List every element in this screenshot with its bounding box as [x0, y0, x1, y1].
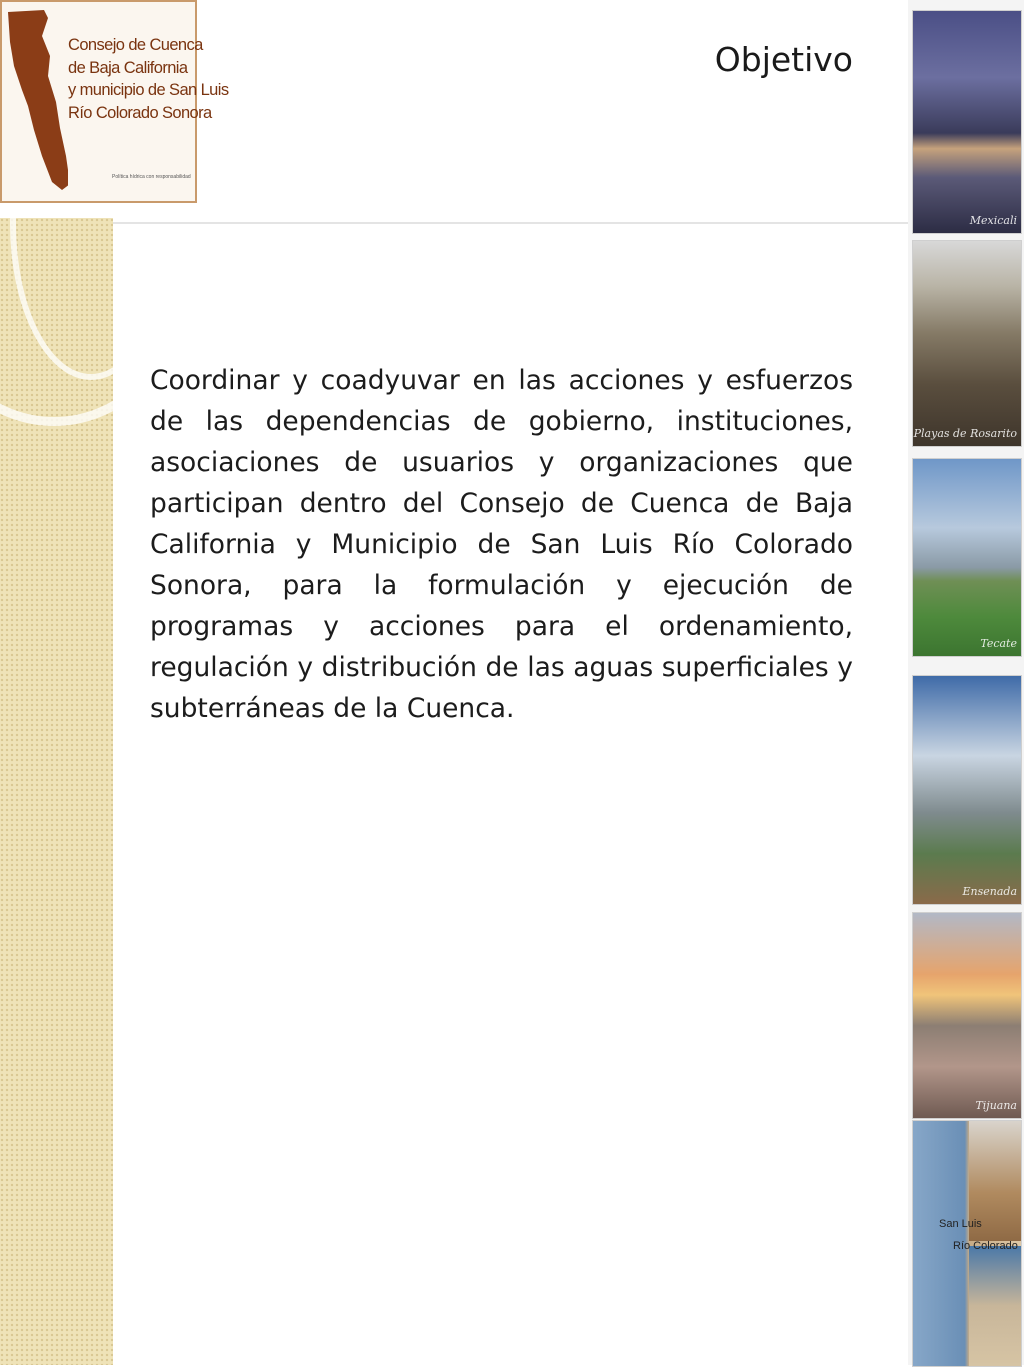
photo-caption: Tijuana: [975, 1099, 1017, 1112]
logo-line: y municipio de San Luis: [68, 81, 229, 99]
slide-title: Objetivo: [714, 40, 853, 79]
organization-logo: [0, 0, 229, 203]
logo-text: [68, 34, 229, 124]
left-decorative-strip: [0, 218, 113, 1365]
logo-line: Río Colorado Sonora: [68, 103, 212, 122]
logo-tagline: Política hídrica con responsabilidad: [112, 174, 191, 180]
photo-caption: Tecate: [980, 637, 1017, 650]
photo-caption: Playas de Rosarito: [913, 427, 1017, 440]
photo-caption: Ensenada: [962, 885, 1017, 898]
logo-line: Consejo de Cuenca: [68, 36, 203, 54]
baja-california-map-icon: [4, 6, 68, 196]
logo-line: de Baja California: [68, 58, 188, 77]
photo-tijuana: [912, 912, 1022, 1119]
photo-strip: [908, 0, 1024, 1365]
photo-san-luis-rio-colorado: [912, 1120, 1022, 1367]
photo-caption: Mexicali: [969, 214, 1017, 227]
photo-ensenada: [912, 675, 1022, 905]
objective-paragraph: Coordinar y coadyuvar en las acciones y esfuerzos de las dependencias de gobierno, instituciones, asociaciones de usuarios y organizaciones que participan dentro del Consejo de Cuenca de Baja California y Municipio de San Luis Río Colorado Sonora, para la formulación y ejecución de programas y acciones para el ordenamiento, regulación y distribución de las aguas superficiales y subterráneas de la Cuenca.: [150, 365, 853, 724]
photo-caption-line: Río Colorado: [953, 1240, 1018, 1252]
photo-caption-line: San Luis: [939, 1218, 982, 1230]
photo-tecate: [912, 458, 1022, 657]
photo-coast: [969, 1246, 1021, 1366]
header-divider: [113, 222, 908, 224]
photo-caption: [939, 1213, 1018, 1257]
photo-playas-de-rosarito: [912, 240, 1022, 447]
photo-mexicali: [912, 10, 1022, 234]
